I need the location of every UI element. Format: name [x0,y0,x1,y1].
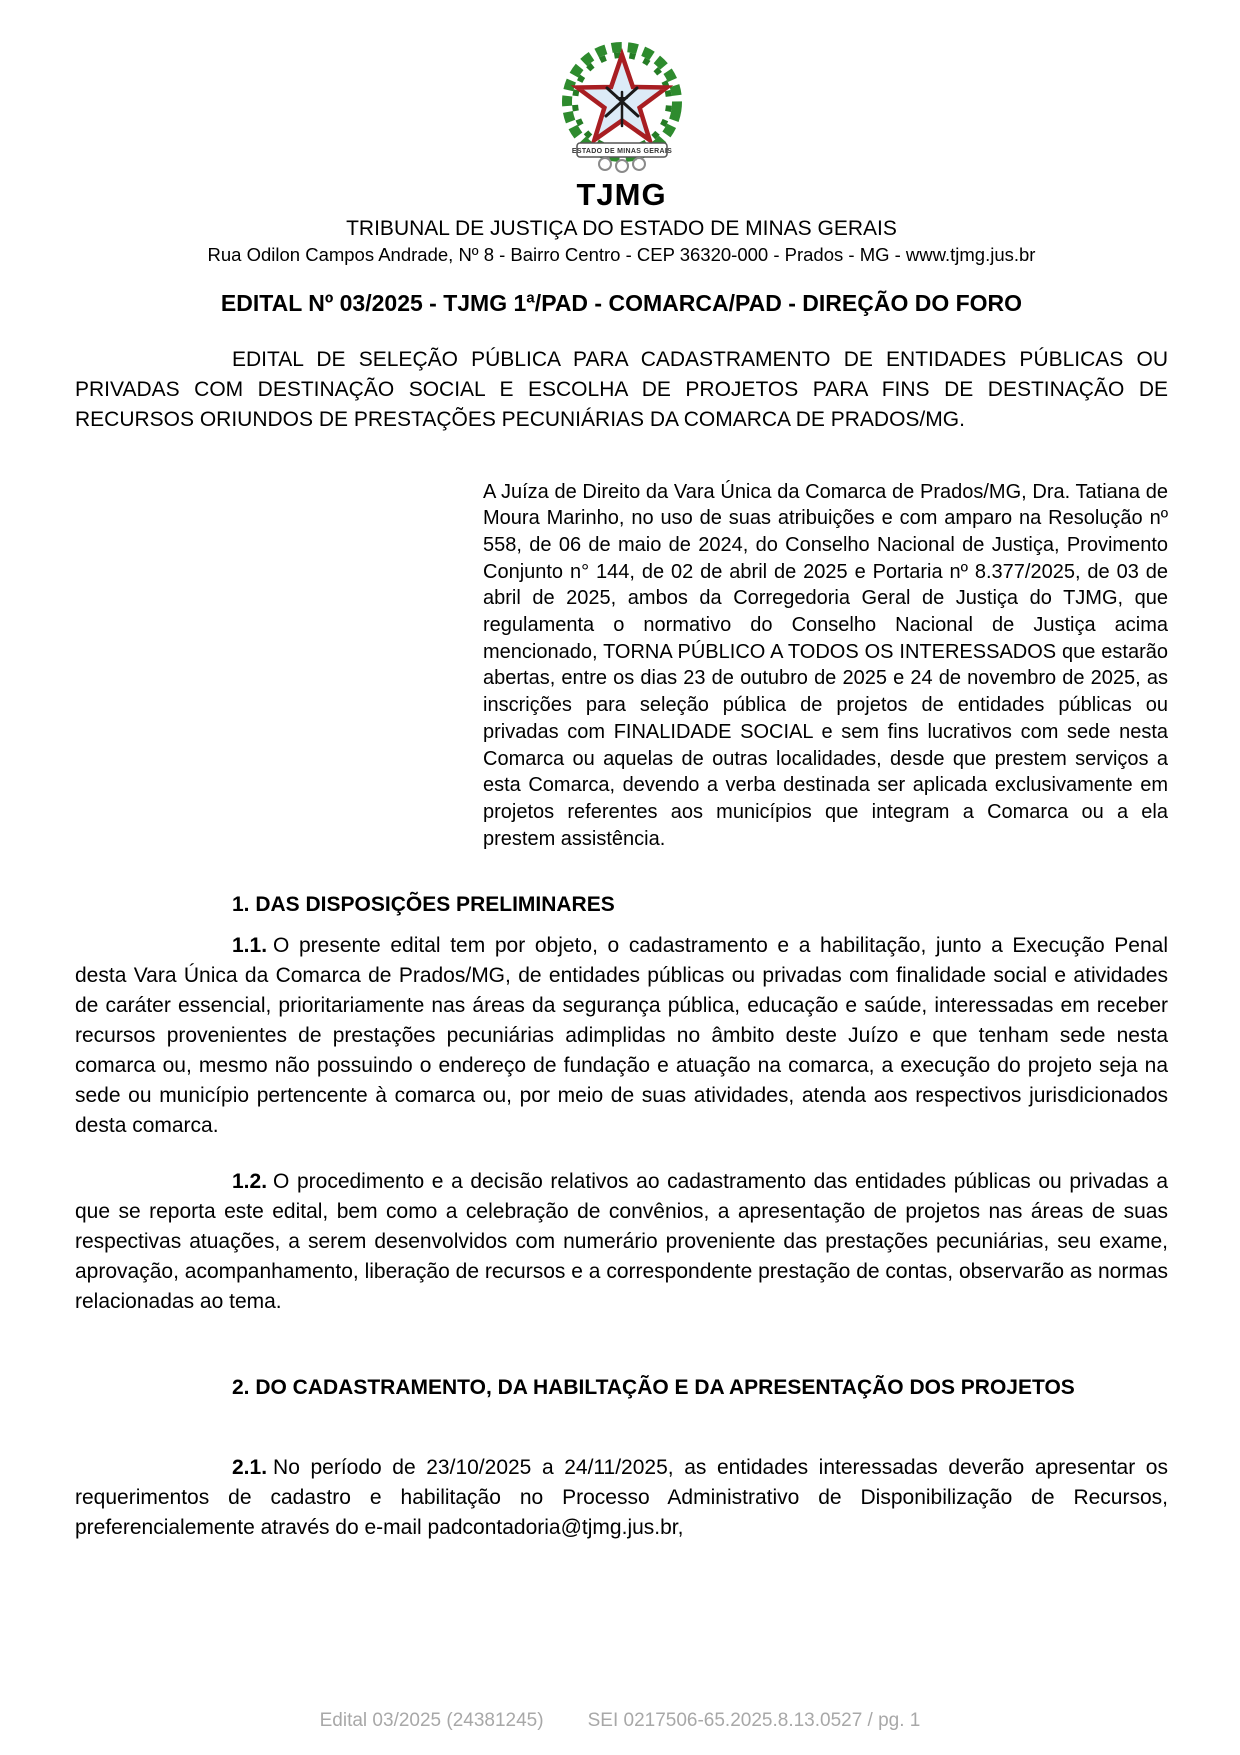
banner [571,143,671,157]
paragraph-2-1 [75,1453,1168,1543]
paragraph-2-1-number: 2.1. [232,1456,268,1480]
document-header [75,42,1168,265]
paragraph-1-1-text: O presente edital tem por objeto, o cadastramento e a habilitação, junto a Execução Penal desta Vara Única da Comarca de Prados/MG, de entidades públicas ou privadas com finalidade social e atividades de caráter essencial, prioritariamente nas áreas da segurança pública, educação e saúde, interessadas em receber recursos provenientes de prestações pecuniárias adimplidas no âmbito deste Juízo e que tenham sede nesta comarca ou, mesmo não possuindo o endereço de fundação e atuação na comarca, a execução do projeto seja na sede ou município pertencente à comarca ou, por meio de suas atividades, atenda aos respectivos jurisdicionados desta comarca. [75,934,1168,1138]
footer-sei-number: SEI 0217506-65.2025.8.13.0527 / pg. 1 [587,1710,921,1731]
banner-text: ESTADO DE MINAS GERAIS [571,148,672,155]
institution-address: Rua Odilon Campos Andrade, Nº 8 - Bairro Centro - CEP 36320-000 - Prados - MG - www.tjmg.jus.br [207,243,1036,265]
edital-summary: EDITAL DE SELEÇÃO PÚBLICA PARA CADASTRAMENTO DE ENTIDADES PÚBLICAS OU PRIVADAS COM DESTINAÇÃO SOCIAL E ESCOLHA DE PROJETOS PARA FINS DE DESTINAÇÃO DE RECURSOS ORIUNDOS DE PRESTAÇÕES PECUNIÁRIAS DA COMARCA DE PRADOS/MG. [75,347,1168,431]
footer-document-ref: Edital 03/2025 (24381245) [319,1710,544,1731]
section-1-heading: 1. DAS DISPOSIÇÕES PRELIMINARES [232,893,615,917]
paragraph-1-1 [75,931,1168,1141]
page-footer [0,1710,1240,1733]
paragraph-1-2-number: 1.2. [232,1170,268,1194]
edital-preamble: A Juíza de Direito da Vara Única da Comarca de Prados/MG, Dra. Tatiana de Moura Marinho, no uso de suas atribuições e com amparo na Resolução nº 558, de 06 de maio de 2024, do Conselho Nacional de Justiça, Provimento Conjunto n° 144, de 02 de abril de 2025 e Portaria nº 8.377/2025, de 03 de abril de 2025, ambos da Corregedoria Geral de Justiça do TJMG, que regulamenta o normativo do Conselho Nacional de Justiça acima mencionado, TORNA PÚBLICO A TODOS OS INTERESSADOS que estarão abertas, entre os dias 23 de outubro de 2025 e 24 de novembro de 2025, as inscrições para seleção pública de projetos de entidades públicas ou privadas com FINALIDADE SOCIAL e sem fins lucrativos com sede nesta Comarca ou aquelas de outras localidades, desde que prestem serviços a esta Comarca, devendo a verba destinada ser aplicada exclusivamente em projetos referentes aos municípios que integram a Comarca ou a ela prestem assistência. [483,480,1168,850]
section-2-heading: 2. DO CADASTRAMENTO, DA HABILTAÇÃO E DA APRESENTAÇÃO DOS PROJETOS [232,1376,1075,1400]
minas-gerais-coat-of-arms-icon [516,42,728,174]
paragraph-1-2-text: O procedimento e a decisão relativos ao cadastramento das entidades públicas ou privadas a que se reporta este edital, bem como a celebração de convênios, a apresentação de projetos nas áreas de suas respectivas atuações, a serem desenvolvidos com numerário proveniente das prestações pecuniárias, seu exame, aprovação, acompanhamento, liberação de recursos e a correspondente prestação de contas, observarão as normas relacionadas ao tema. [75,1170,1168,1314]
logo-acronym: TJMG [576,177,667,212]
edital-title: EDITAL Nº 03/2025 - TJMG 1ª/PAD - COMARCA/PAD - DIREÇÃO DO FORO [220,289,1023,316]
paragraph-1-2 [75,1167,1168,1317]
chain-links-icon [599,158,645,172]
institution-name: TRIBUNAL DE JUSTIÇA DO ESTADO DE MINAS GERAIS [346,216,897,240]
tjmg-logo [75,42,1168,212]
paragraph-1-1-number: 1.1. [232,934,268,958]
paragraph-2-1-text: No período de 23/10/2025 a 24/11/2025, as entidades interessadas deverão apresentar os requerimentos de cadastro e habilitação no Processo Administrativo de Disponibilização de Recursos, preferencialemente através do e-mail padcontadoria@tjmg.jus.br, [75,1456,1168,1540]
